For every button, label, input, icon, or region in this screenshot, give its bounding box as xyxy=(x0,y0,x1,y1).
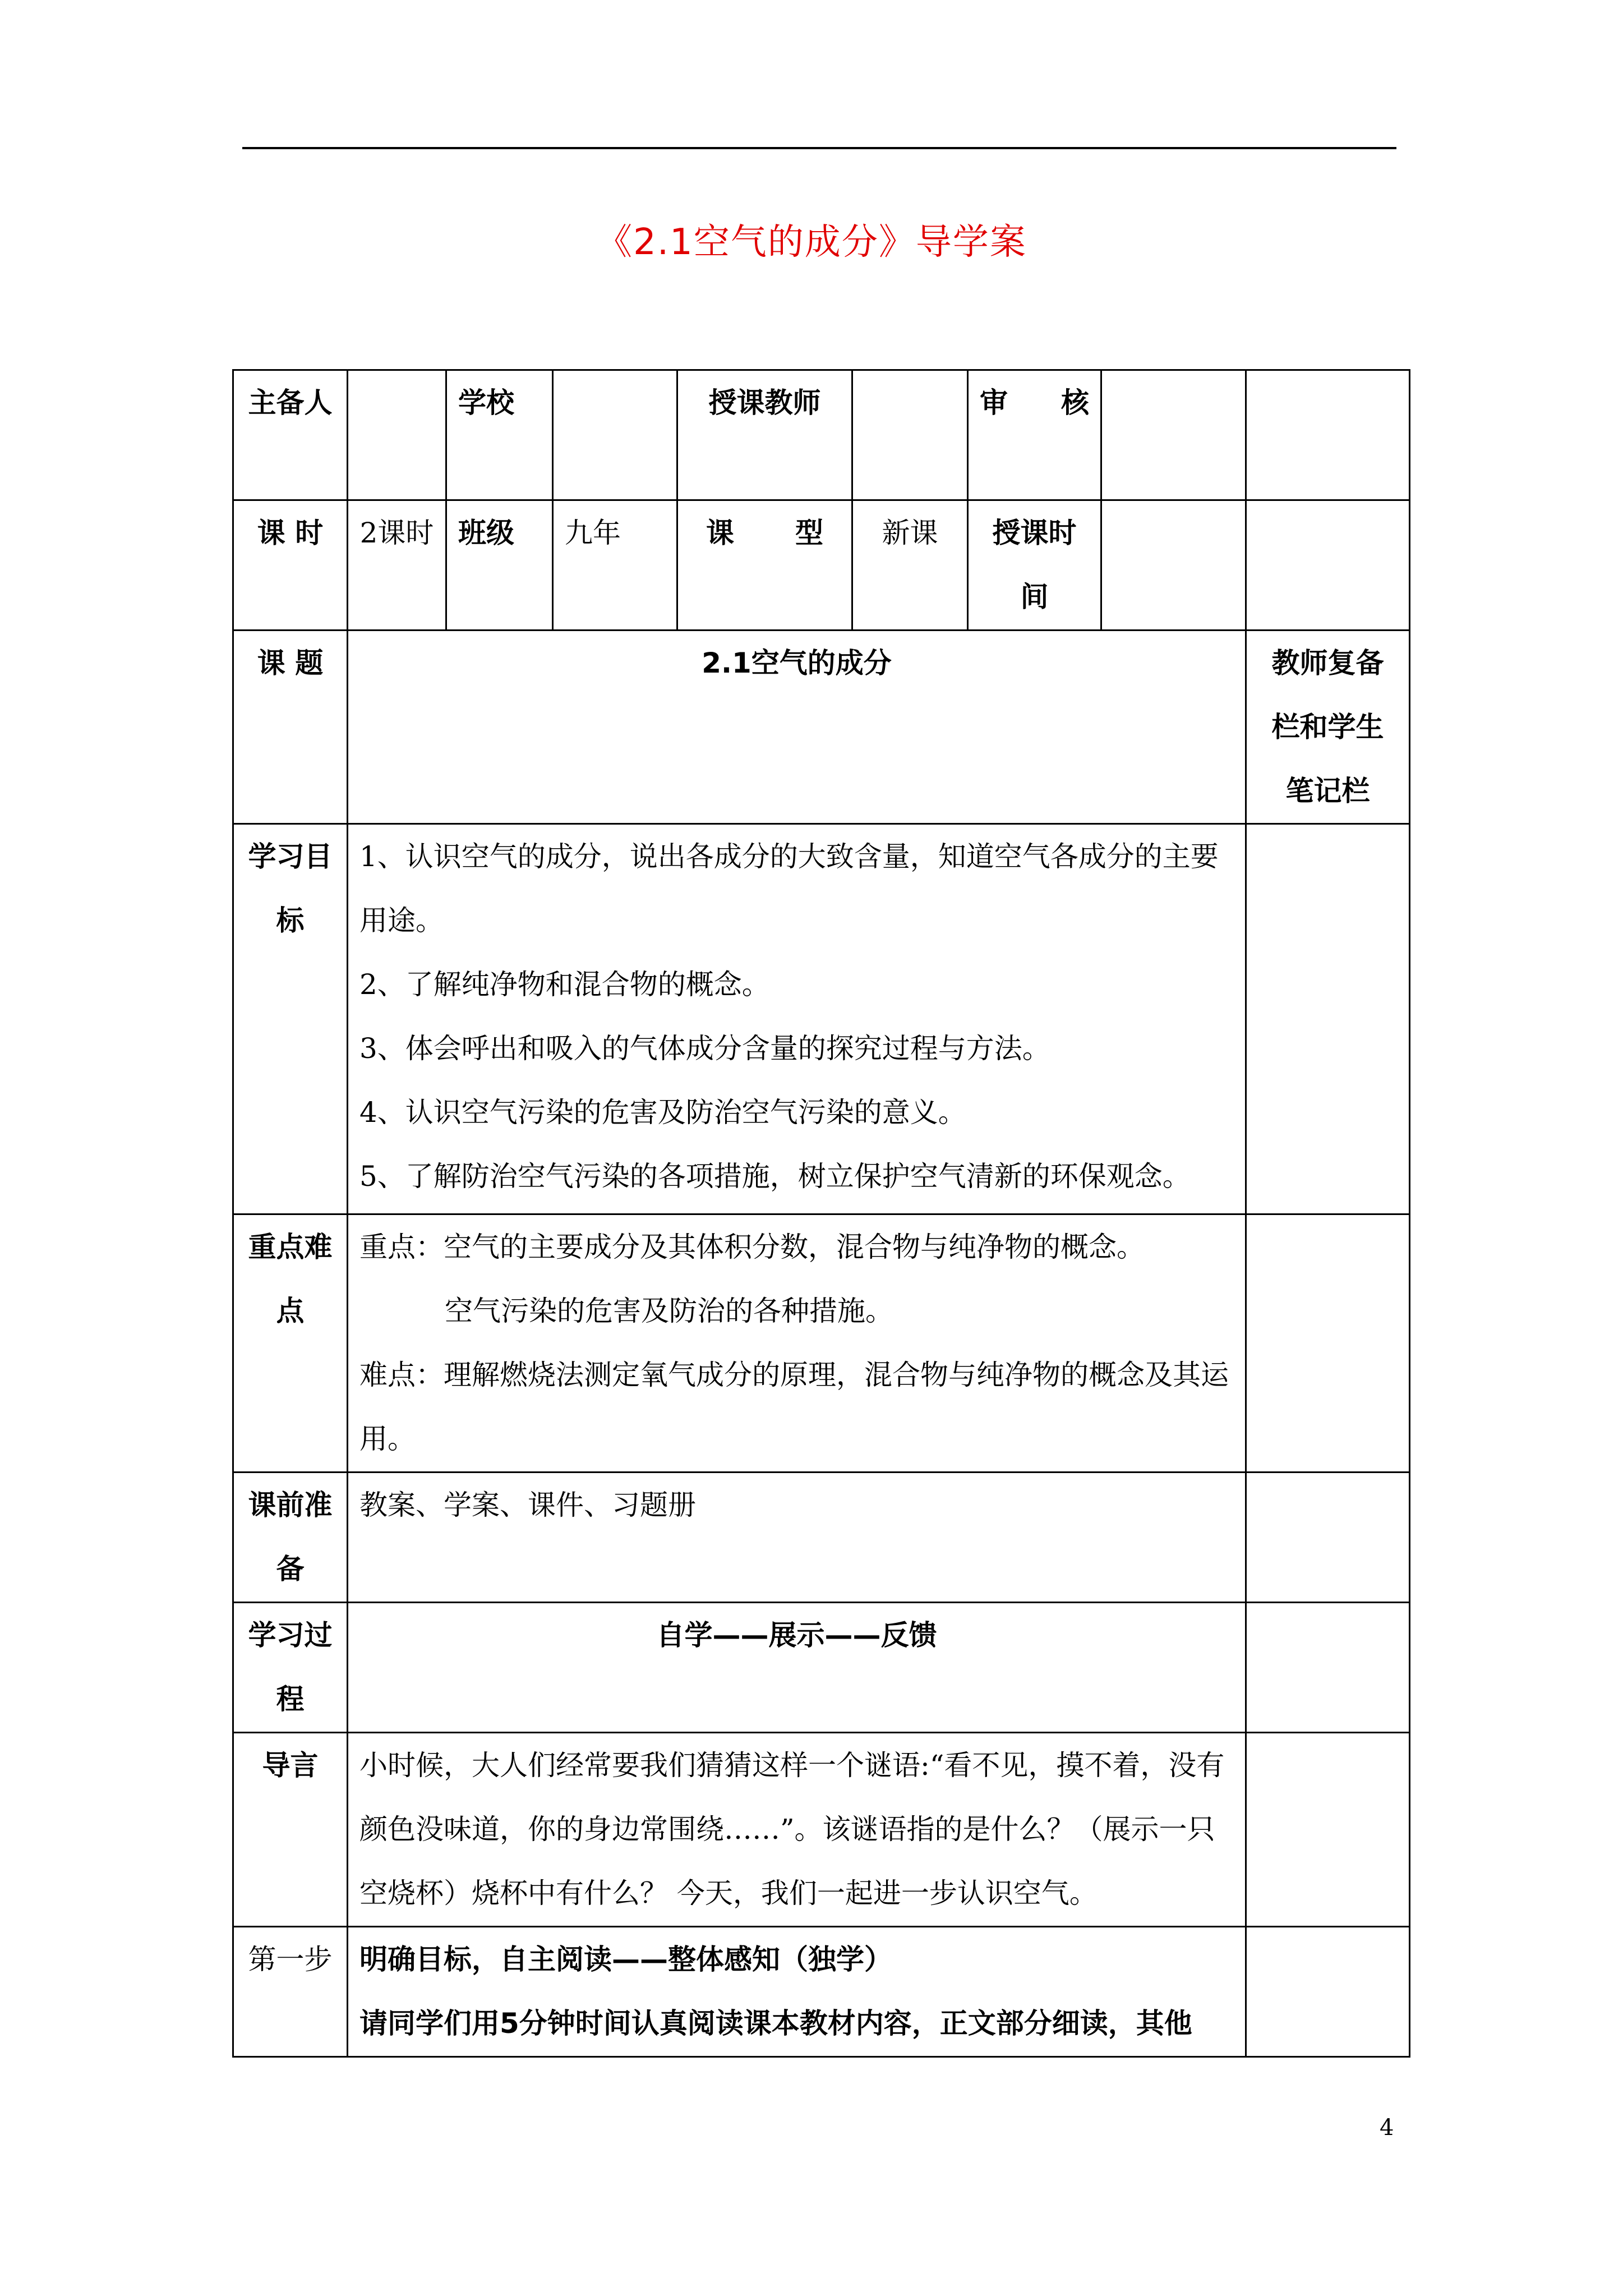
objective-item: 3、体会呼出和吸入的气体成分含量的探究过程与方法。 xyxy=(359,1032,1050,1065)
process-row xyxy=(233,1603,1410,1733)
topic-row xyxy=(233,631,1410,824)
intro-text: 小时候，大人们经常要我们猜猜这样一个谜语:“看不见，摸不着，没有颜色没味道，你的身边常围绕……”。该谜语指的是什么？（展示一只空烧杯）烧杯中有什么？ 今天，我们一起进一步认识空气。 xyxy=(348,1733,1246,1927)
prep-row xyxy=(233,1473,1410,1603)
label-objectives: 学习目标 xyxy=(233,824,348,1214)
process-value: 自学——展示——反馈 xyxy=(348,1603,1246,1733)
page-number: 4 xyxy=(1380,2115,1394,2141)
notes-cell xyxy=(1246,1603,1410,1733)
label-review xyxy=(980,371,1089,435)
intro-row xyxy=(233,1733,1410,1927)
label-intro: 导言 xyxy=(233,1733,348,1927)
label-kexing-2: 型 xyxy=(795,517,823,549)
objective-item: 4、认识空气污染的危害及防治空气污染的意义。 xyxy=(359,1096,966,1129)
step1-heading: 明确目标，自主阅读——整体感知（独学） xyxy=(359,1943,892,1976)
notes-cell xyxy=(1246,1733,1410,1927)
objective-item: 2、了解纯净物和混合物的概念。 xyxy=(359,968,770,1001)
label-banji: 班级 xyxy=(446,500,553,631)
value-school xyxy=(553,370,677,500)
lesson-plan-table xyxy=(232,369,1410,2058)
step1-content xyxy=(348,1927,1246,2057)
value-keshi: 2课时 xyxy=(348,500,446,631)
value-extra-1 xyxy=(1246,370,1410,500)
value-kexing: 新课 xyxy=(852,500,968,631)
document-title: 《2.1空气的成分》导学案 xyxy=(596,222,1027,263)
label-step1: 第一步 xyxy=(233,1927,348,2057)
label-topic: 课 题 xyxy=(233,631,348,824)
keypoint-line: 难点：理解燃烧法测定氧气成分的原理，混合物与纯净物的概念及其运用。 xyxy=(359,1359,1229,1455)
notes-cell xyxy=(1246,1214,1410,1473)
label-keypoints: 重点难点 xyxy=(233,1214,348,1473)
label-review-1: 审 xyxy=(980,386,1008,419)
objectives-content xyxy=(348,824,1246,1214)
notes-cell xyxy=(1246,1927,1410,2057)
label-review-2: 核 xyxy=(1061,386,1089,419)
header-row-2 xyxy=(233,500,1410,631)
step1-instruction: 请同学们用5分钟时间认真阅读课本教材内容，正文部分细读，其他 xyxy=(359,2007,1192,2040)
label-kexing-1: 课 xyxy=(706,517,734,549)
value-teacher xyxy=(852,370,968,500)
label-zhubei: 主备人 xyxy=(233,370,348,500)
label-keshi: 课 时 xyxy=(233,500,348,631)
label-kexing xyxy=(689,501,840,565)
prep-value: 教案、学案、课件、习题册 xyxy=(348,1473,1246,1603)
keypoints-row xyxy=(233,1214,1410,1473)
notes-cell xyxy=(1246,824,1410,1214)
step1-row xyxy=(233,1927,1410,2057)
label-process: 学习过程 xyxy=(233,1603,348,1733)
value-zhubei xyxy=(348,370,446,500)
label-prep: 课前准备 xyxy=(233,1473,348,1603)
topic-value: 2.1空气的成分 xyxy=(348,631,1246,824)
notes-column-header: 教师复备栏和学生笔记栏 xyxy=(1246,631,1410,824)
keypoint-line: 空气污染的危害及防治的各种措施。 xyxy=(445,1295,893,1327)
value-time xyxy=(1101,500,1246,631)
label-teacher: 授课教师 xyxy=(677,370,852,500)
label-school: 学校 xyxy=(446,370,553,500)
value-banji: 九年 xyxy=(553,500,677,631)
objective-item: 5、了解防治空气污染的各项措施，树立保护空气清新的环保观念。 xyxy=(359,1160,1191,1193)
header-row-1 xyxy=(233,370,1410,500)
keypoint-line: 重点：空气的主要成分及其体积分数，混合物与纯净物的概念。 xyxy=(359,1231,1145,1263)
objectives-row xyxy=(233,824,1410,1214)
objective-item: 1、认识空气的成分，说出各成分的大致含量，知道空气各成分的主要用途。 xyxy=(359,840,1219,937)
notes-cell xyxy=(1246,1473,1410,1603)
header-rule xyxy=(242,147,1396,149)
value-extra-2 xyxy=(1246,500,1410,631)
value-review xyxy=(1101,370,1246,500)
label-time: 授课时间 xyxy=(968,500,1101,631)
keypoints-content xyxy=(348,1214,1246,1473)
